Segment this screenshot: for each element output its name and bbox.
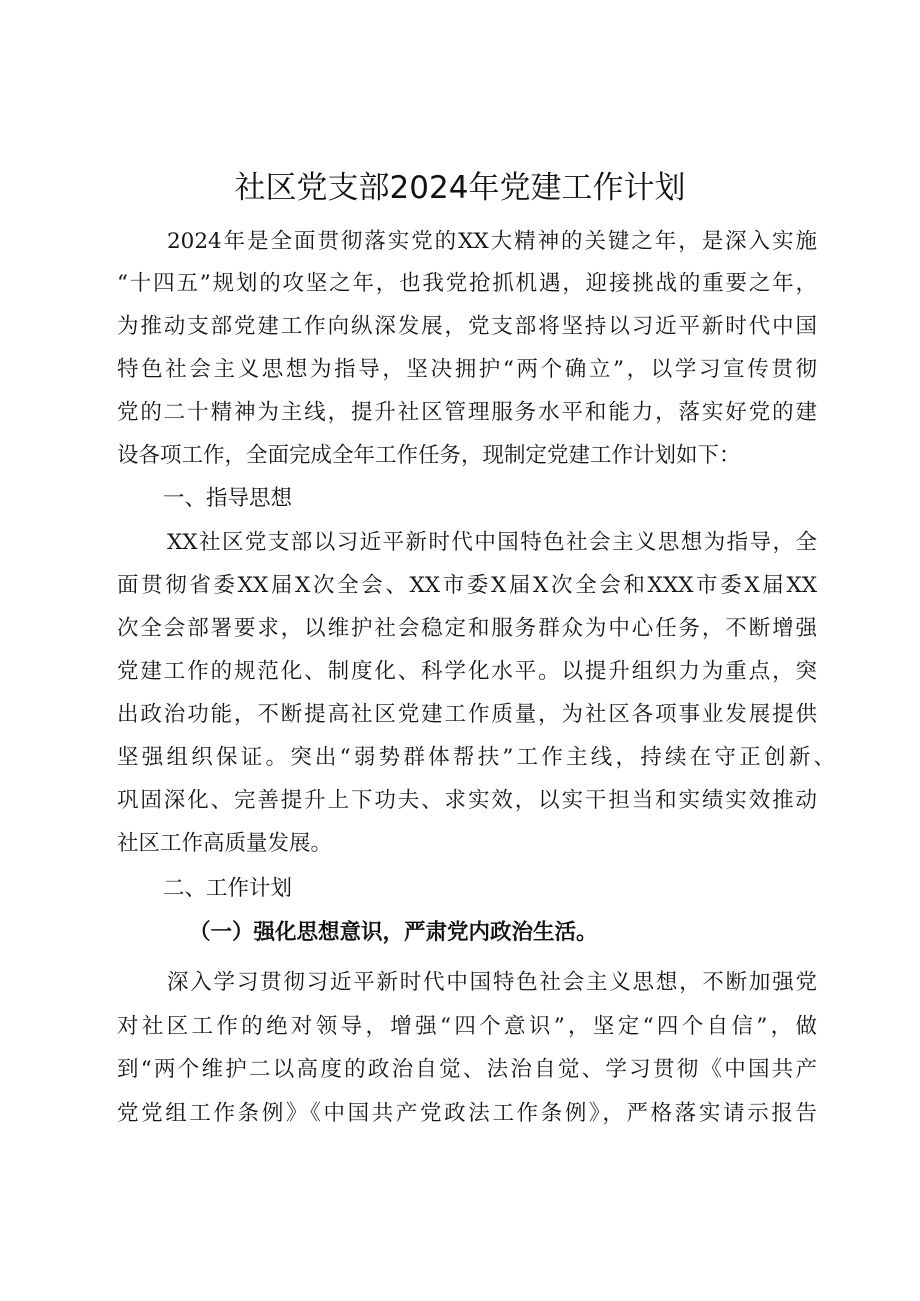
section1-line-7: 巩固深化、完善提升上下功夫、求实效，以实干担当和实绩实效推动 bbox=[117, 788, 817, 813]
subsection1-line-3: 到“两个维护二以高度的政治自觉、法治自觉、学习贯彻《中国共产 bbox=[117, 1057, 817, 1082]
subsection1-line-1: 深入学习贯彻习近平新时代中国特色社会主义思想，不断加强党 bbox=[167, 970, 817, 995]
intro-line-3: 为推动支部党建工作向纵深发展，党支部将坚持以习近平新时代中国 bbox=[117, 314, 817, 339]
section-heading-work-plan: 二、工作计划 bbox=[163, 876, 293, 901]
section1-line-5: 出政治功能，不断提高社区党建工作质量，为社区各项事业发展提供 bbox=[117, 702, 817, 727]
intro-line-6: 设各项工作，全面完成全年工作任务，现制定党建工作计划如下： bbox=[117, 443, 741, 468]
intro-line-2: “十四五”规划的攻坚之年，也我党抢抓机遇，迎接挑战的重要之年， bbox=[117, 271, 817, 296]
section1-line-3: 次全会部署要求，以维护社会稳定和服务群众为中心任务，不断增强 bbox=[117, 616, 817, 641]
document-title: 社区党支部2024年党建工作计划 bbox=[234, 170, 686, 206]
section1-line-2: 面贯彻省委XX届X次全会、XX市委X届X次全会和XXX市委X届XX bbox=[117, 573, 817, 598]
section1-line-6: 坚强组织保证。突出“弱势群体帮扶”工作主线，持续在守正创新、 bbox=[117, 745, 835, 770]
subsection-heading-1: （一）强化思想意识，严肃党内政治生活。 bbox=[189, 920, 598, 945]
intro-line-4: 特色社会主义思想为指导，坚决拥护“两个确立”，以学习宣传贯彻 bbox=[117, 357, 817, 382]
intro-line-1: 2024年是全面贯彻落实党的XX大精神的关键之年，是深入实施 bbox=[167, 229, 817, 254]
intro-line-5: 党的二十精神为主线，提升社区管理服务水平和能力，落实好党的建 bbox=[117, 400, 817, 425]
section1-line-1: XX社区党支部以习近平新时代中国特色社会主义思想为指导，全 bbox=[167, 530, 817, 555]
subsection1-line-2: 对社区工作的绝对领导，增强“四个意识”，坚定“四个自信”，做 bbox=[117, 1014, 817, 1039]
section1-line-8: 社区工作高质量发展。 bbox=[117, 831, 333, 856]
section1-line-4: 党建工作的规范化、制度化、科学化水平。以提升组织力为重点，突 bbox=[117, 659, 817, 684]
section-heading-guiding-ideology: 一、指导思想 bbox=[163, 486, 293, 511]
subsection1-line-4: 党党组工作条例》《中国共产党政法工作条例》，严格落实请示报告 bbox=[117, 1101, 817, 1126]
